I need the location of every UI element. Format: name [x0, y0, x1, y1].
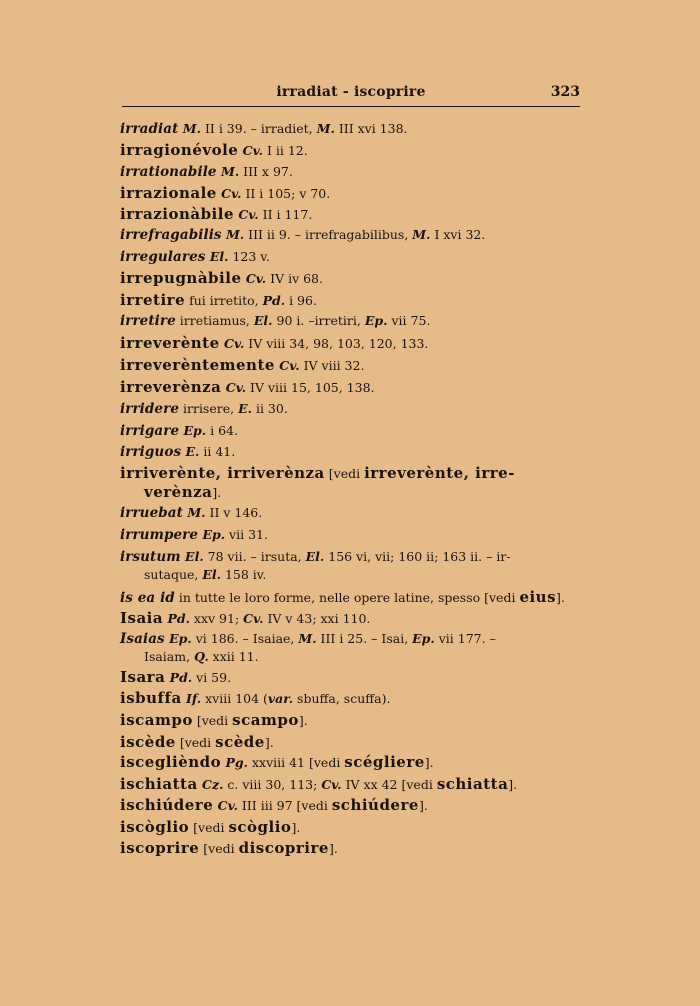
headword: iscoprire [120, 839, 200, 857]
headword: irragionévole [120, 141, 239, 159]
citation-text: vii 31. [225, 526, 268, 542]
citation-text: IV xx 42 [vedi [341, 776, 437, 792]
citation-text: ]. [508, 776, 518, 792]
source-abbreviation: Cv. [274, 358, 300, 373]
citation-text: ]. [328, 841, 338, 856]
source-abbreviation: El. [253, 313, 273, 328]
citation-text: Isaiam, [144, 648, 195, 664]
headword: irregulares [120, 249, 206, 265]
dictionary-entry [120, 334, 582, 356]
dictionary-entry [120, 120, 582, 141]
dictionary-entry [120, 588, 582, 609]
source-abbreviation: E. [238, 401, 252, 416]
dictionary-entry [120, 356, 582, 378]
dictionary-entry [120, 312, 582, 334]
headword: irrigare [120, 422, 180, 439]
source-abbreviation: Cv. [213, 798, 238, 813]
dictionary-entry [120, 839, 582, 861]
headword: iscòglio [120, 817, 190, 836]
page-number: 323 [550, 84, 580, 100]
source-abbreviation: M. [182, 504, 206, 520]
citation-text: III xvi 138. [334, 121, 408, 136]
source-abbreviation: Cz. [197, 776, 224, 792]
dictionary-entry [120, 504, 582, 526]
headword: irrefragabilis [120, 227, 222, 243]
citation-text: in tutte le loro forme, nelle opere latine, spesso [vedi [174, 589, 520, 605]
cross-reference: eius [519, 587, 557, 606]
citation-text: IV v 43; xxi 110. [263, 610, 371, 626]
headword: iscampo [120, 710, 193, 729]
dictionary-entry [120, 184, 582, 206]
headword: irreverènte [120, 334, 220, 352]
dictionary-entry [120, 689, 582, 711]
headword: irradiat [120, 121, 179, 137]
headword: irrazionàbile [120, 205, 234, 223]
citation-text: IV viii 15, 105, 138. [246, 380, 375, 395]
source-abbreviation: If. [181, 690, 202, 706]
dictionary-entry [120, 378, 582, 400]
citation-text: [vedi [324, 465, 365, 481]
citation-text: I xvi 32. [430, 227, 486, 242]
headword: ischiúdere [120, 796, 214, 814]
dictionary-entry [120, 291, 582, 312]
source-abbreviation: Cv. [321, 776, 342, 792]
dictionary-entry [120, 753, 582, 775]
source-abbreviation: Pd. [163, 610, 190, 626]
citation-text: [vedi [192, 712, 233, 728]
source-abbreviation: Ep. [412, 630, 435, 646]
citation-text: II v 146. [205, 504, 263, 520]
dictionary-entry [120, 269, 582, 291]
source-abbreviation: Pd. [165, 669, 193, 685]
cross-reference: schiúdere [331, 796, 419, 814]
citation-text: 90 i. –irretiri, [272, 313, 365, 328]
headword: is ea id [120, 589, 175, 606]
citation-text: [vedi [199, 841, 239, 856]
citation-text: c. viii 30, 113; [223, 776, 322, 792]
source-abbreviation: El. [305, 548, 325, 564]
citation-text: ]. [556, 589, 565, 605]
citation-text: 78 vii. – irsuta, [203, 548, 306, 564]
headword: Isaia [120, 608, 164, 627]
headword: irrepugnàbile [120, 269, 242, 287]
source-abbreviation: Cv. [243, 610, 264, 626]
dictionary-entry [120, 775, 582, 797]
citation-text: [vedi [175, 734, 216, 750]
headword: irriverènte, irriverènza [120, 463, 325, 482]
dictionary-entry [120, 422, 582, 443]
citation-text: II i 39. – irradiet, [201, 121, 317, 136]
dictionary-entry [120, 163, 582, 184]
citation-text: II i 105; v 70. [241, 185, 331, 201]
source-abbreviation: El. [202, 566, 221, 582]
citation-text: vi 59. [192, 669, 232, 685]
dictionary-entry [120, 733, 582, 754]
source-abbreviation: Ep. [198, 526, 226, 542]
entry-continuation [120, 483, 582, 502]
citation-text: III i 25. – Isai, [316, 630, 413, 646]
headword: irretire [120, 313, 176, 329]
citation-text: i 96. [285, 293, 317, 308]
dictionary-entry [120, 205, 582, 226]
citation-text: 123 v. [228, 249, 270, 264]
citation-text: IV viii 34, 98, 103, 120, 133. [244, 336, 429, 351]
source-abbreviation: Ep. [179, 422, 207, 438]
citation-text: IV viii 32. [299, 358, 365, 373]
source-abbreviation: Q. [194, 648, 209, 664]
headword: irretire [120, 291, 186, 309]
cross-reference: scégliere [344, 753, 425, 771]
citation-text: III x 97. [239, 163, 293, 179]
citation-text: II i 117. [258, 207, 313, 222]
source-abbreviation: E. [181, 443, 200, 459]
source-abbreviation: Cv. [219, 336, 245, 351]
citation-text: xxii 11. [208, 648, 259, 664]
dictionary-entry [120, 630, 582, 668]
source-abbreviation: M. [298, 630, 317, 646]
source-abbreviation: Pd. [262, 293, 286, 308]
citation-text: irretiamus, [175, 313, 254, 328]
entry-list [120, 120, 582, 861]
citation-text: fui irretito, [185, 293, 263, 308]
headword: irruebat [120, 504, 183, 521]
citation-text: ]. [212, 484, 222, 500]
headword: isbuffa [120, 688, 182, 707]
source-abbreviation: Cv. [238, 143, 263, 158]
citation-text: [vedi [189, 819, 229, 835]
citation-text: IV iv 68. [266, 271, 323, 286]
dictionary-entry [120, 248, 582, 269]
source-abbreviation: var. [267, 690, 294, 706]
source-abbreviation: M. [412, 227, 431, 242]
dictionary-entry [120, 818, 582, 840]
source-abbreviation: Cv. [234, 207, 259, 222]
citation-text: xviii 104 ( [201, 690, 268, 706]
citation-text: ]. [424, 755, 434, 770]
source-abbreviation: Pg. [221, 755, 248, 770]
source-abbreviation: M. [221, 227, 245, 242]
cross-reference: irreverènte, irre- [364, 463, 515, 482]
source-abbreviation: Cv. [241, 271, 267, 286]
citation-text: 156 vi, vii; 160 ii; 163 ii. – ir- [324, 548, 511, 564]
headword: Isara [120, 667, 166, 686]
dictionary-entry [120, 796, 582, 818]
headword: irrumpere [120, 526, 199, 543]
header-title: irradiat - iscoprire [276, 84, 426, 100]
header-rule [122, 106, 580, 107]
source-abbreviation: El. [205, 249, 229, 264]
citation-text: ]. [418, 798, 428, 813]
citation-text: ]. [264, 734, 274, 750]
citation-text: xxviii 41 [vedi [248, 755, 345, 770]
cross-reference: scampo [232, 710, 299, 729]
headword: irreverèntemente [120, 356, 275, 374]
source-abbreviation: Cv. [221, 380, 247, 395]
dictionary-entry [120, 443, 582, 464]
headword: ischiatta [120, 774, 198, 793]
running-header [122, 84, 580, 104]
citation-text: vii 75. [387, 313, 431, 328]
dictionary-entry [120, 141, 582, 163]
source-abbreviation: M. [216, 163, 240, 179]
source-abbreviation: El. [180, 548, 204, 564]
entry-continuation [120, 648, 582, 666]
source-abbreviation: Cv. [216, 185, 242, 201]
citation-text: 158 iv. [220, 566, 267, 582]
citation-text: sutaque, [144, 566, 203, 582]
citation-text: vi 186. – Isaiae, [191, 630, 299, 646]
cross-reference: verènza [144, 482, 213, 501]
source-abbreviation: Ep. [364, 313, 388, 328]
dictionary-entry [120, 548, 582, 588]
dictionary-entry [120, 400, 582, 422]
cross-reference: scòglio [228, 817, 292, 836]
headword: irsutum [120, 548, 181, 565]
dictionary-entry [120, 226, 582, 248]
dictionary-entry [120, 526, 582, 548]
source-abbreviation: M. [178, 121, 201, 136]
headword: irreverènza [120, 378, 222, 396]
source-abbreviation: Ep. [164, 630, 192, 646]
citation-text: irrisere, [179, 401, 239, 416]
citation-text: sbuffa, scuffa). [293, 690, 391, 706]
citation-text: ]. [298, 712, 308, 728]
headword: isceglièndo [120, 753, 222, 771]
citation-text: vii 177. – [434, 630, 496, 646]
headword: iscède [120, 732, 176, 751]
cross-reference: scède [215, 732, 265, 751]
dictionary-entry [120, 609, 582, 630]
dictionary-entry [120, 668, 582, 689]
citation-text: III iii 97 [vedi [237, 798, 332, 813]
cross-reference: discoprire [238, 839, 329, 857]
citation-text: xxv 91; [189, 610, 244, 626]
dictionary-entry [120, 711, 582, 733]
citation-text: III ii 9. – irrefragabilibus, [244, 227, 413, 242]
citation-text: i 64. [206, 422, 238, 438]
citation-text: ]. [291, 819, 301, 835]
source-abbreviation: M. [316, 121, 335, 136]
cross-reference: schiatta [436, 774, 509, 793]
headword: irrazionale [120, 183, 217, 202]
citation-text: ii 41. [199, 443, 236, 459]
entry-continuation [120, 566, 582, 584]
citation-text: ii 30. [251, 401, 288, 416]
headword: irriguos [120, 443, 182, 460]
headword: Isaias [120, 630, 165, 647]
headword: irridere [120, 401, 180, 417]
citation-text: I ii 12. [263, 143, 308, 158]
headword: irrationabile [120, 163, 217, 180]
dictionary-entry [120, 464, 582, 504]
